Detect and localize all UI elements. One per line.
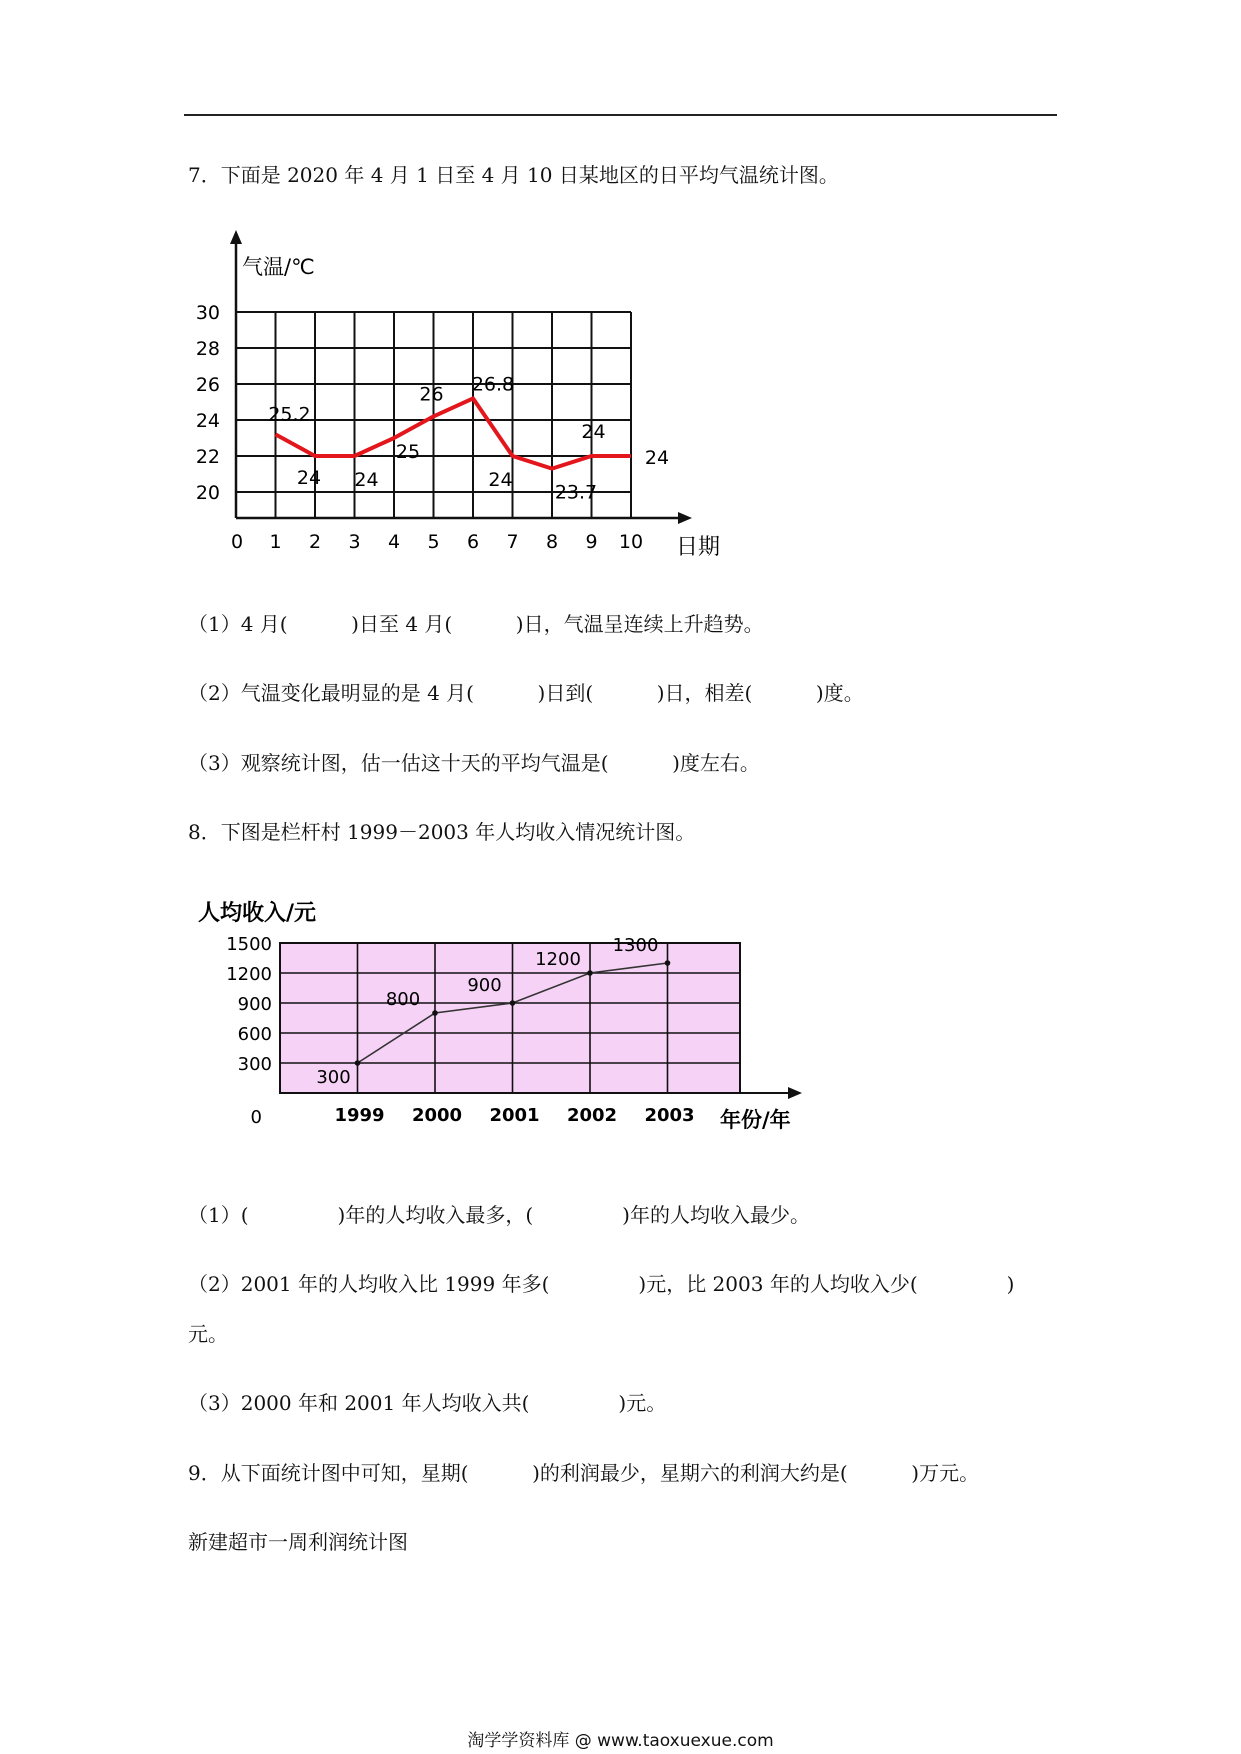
data-label: 24 <box>488 469 513 491</box>
x-tick-label: 1999 <box>334 1105 385 1126</box>
question-9-chart-title: 新建超市一周利润统计图 <box>188 1530 408 1554</box>
question-7-part-2: （2）气温变化最明显的是 4 月( )日到( )日，相差( )度。 <box>188 681 864 705</box>
x-tick-label: 9 <box>585 531 598 553</box>
question-8-part-1: （1）( )年的人均收入最多，( )年的人均收入最少。 <box>188 1203 810 1227</box>
y-tick-label: 1200 <box>226 964 272 985</box>
data-label: 1300 <box>612 935 659 956</box>
y-tick-label: 1500 <box>226 934 272 955</box>
data-point <box>510 1000 516 1006</box>
y-tick-label: 900 <box>237 994 272 1015</box>
x-axis-title: 日期 <box>676 535 721 560</box>
data-label: 24 <box>296 467 322 489</box>
question-8-part-2-continued: 元。 <box>188 1322 228 1346</box>
question-8-part-2: （2）2001 年的人均收入比 1999 年多( )元，比 2003 年的人均收入少( ) <box>188 1272 1015 1296</box>
data-point <box>432 1010 438 1016</box>
y-tick-label: 20 <box>195 482 220 504</box>
y-tick-label: 24 <box>195 410 220 432</box>
income-line-chart <box>190 895 850 1145</box>
question-9-title: 9．从下面统计图中可知，星期( )的利润最少，星期六的利润大约是( )万元。 <box>188 1461 980 1485</box>
x-axis-arrow <box>678 512 692 524</box>
data-label: 26.8 <box>471 373 515 396</box>
data-label: 25 <box>395 441 421 463</box>
data-label: 23.7 <box>554 481 598 504</box>
data-point <box>587 970 593 976</box>
data-label: 24 <box>354 469 379 491</box>
data-point <box>665 960 671 966</box>
y-origin-label: 0 <box>250 1107 262 1128</box>
x-tick-label: 2 <box>308 531 322 553</box>
x-origin-label: 0 <box>230 531 244 553</box>
data-label: 24 <box>644 447 670 469</box>
question-7-title: 7．下面是 2020 年 4 月 1 日至 4 月 10 日某地区的日平均气温统计图。 <box>188 163 839 187</box>
question-8-title: 8．下图是栏杆村 1999－2003 年人均收入情况统计图。 <box>188 820 696 844</box>
header-rule <box>184 114 1057 116</box>
x-tick-label: 10 <box>618 531 644 553</box>
x-tick-label: 8 <box>545 531 559 553</box>
footer-watermark: 淘学学资料库 @ www.taoxuexue.com <box>467 1731 774 1751</box>
data-label: 24 <box>581 421 606 443</box>
x-axis-arrow <box>788 1087 802 1099</box>
y-tick-label: 28 <box>195 338 220 360</box>
data-label: 800 <box>385 989 421 1010</box>
y-axis-arrow <box>230 230 242 244</box>
y-tick-label: 600 <box>237 1024 272 1045</box>
y-tick-label: 22 <box>195 446 220 468</box>
y-axis-title: 气温/℃ <box>242 255 315 279</box>
x-tick-label: 6 <box>466 531 480 553</box>
data-label: 900 <box>467 975 502 996</box>
x-tick-label: 2001 <box>489 1105 540 1126</box>
x-tick-label: 2000 <box>411 1105 463 1126</box>
data-label: 300 <box>316 1067 351 1088</box>
question-7-part-1: （1）4 月( )日至 4 月( )日，气温呈连续上升趋势。 <box>188 612 764 636</box>
data-label: 1200 <box>535 949 581 970</box>
x-tick-label: 2003 <box>644 1105 695 1126</box>
data-label: 26 <box>419 383 444 406</box>
x-tick-label: 7 <box>506 531 519 553</box>
y-axis-title: 人均收入/元 <box>198 901 317 926</box>
x-tick-label: 1 <box>269 531 282 553</box>
y-tick-label: 26 <box>195 374 220 396</box>
x-tick-label: 2002 <box>566 1105 618 1126</box>
data-label: 25.2 <box>268 403 311 426</box>
question-7-part-3: （3）观察统计图，估一估这十天的平均气温是( )度左右。 <box>188 751 760 775</box>
question-8-part-3: （3）2000 年和 2001 年人均收入共( )元。 <box>188 1391 667 1415</box>
x-tick-label: 4 <box>387 531 401 553</box>
x-tick-label: 3 <box>348 531 361 553</box>
y-tick-label: 30 <box>195 302 220 324</box>
x-tick-label: 5 <box>427 531 440 553</box>
temperature-line-chart <box>190 230 750 570</box>
temperature-series-line <box>276 398 632 468</box>
x-axis-title: 年份/年 <box>720 1108 791 1132</box>
data-point <box>355 1060 361 1066</box>
y-tick-label: 300 <box>237 1054 272 1075</box>
